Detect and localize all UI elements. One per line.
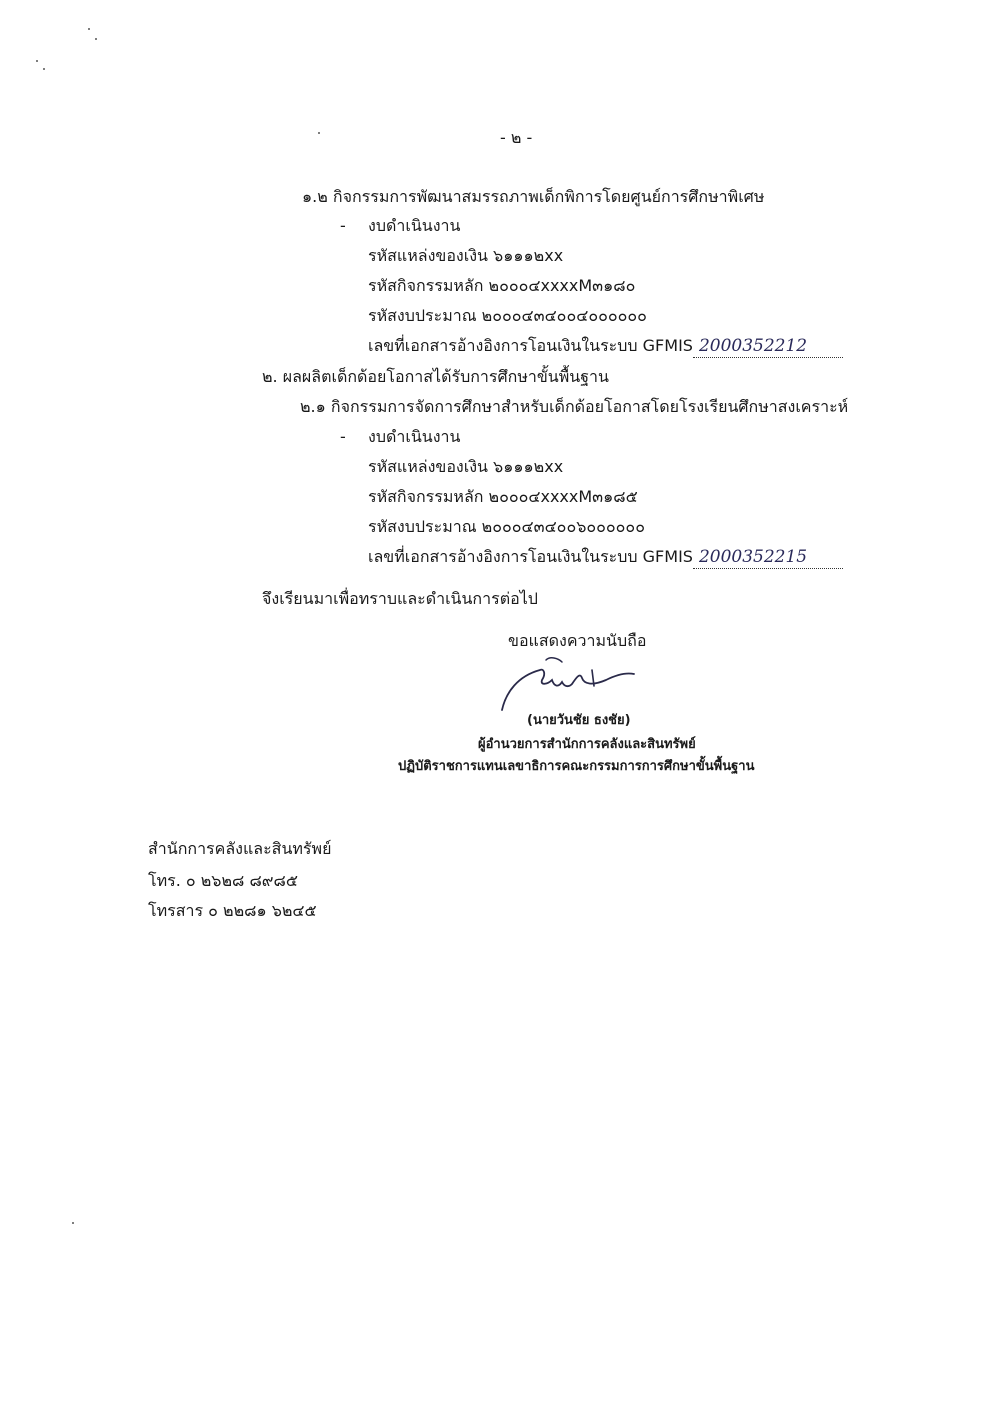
scan-speck [88,28,90,30]
scan-speck [36,60,38,62]
handwritten-signature [496,652,646,712]
gfmis-label: เลขที่เอกสารอ้างอิงการโอนเงินในระบบ GFMIS [368,547,693,566]
gfmis-handwritten-number: 2000352212 [698,336,808,356]
section-2-1-budget-code: รหัสงบประมาณ ๒๐๐๐๔๓๔๐๐๖๐๐๐๐๐๐ [368,517,645,536]
section-1-2-budget-label: งบดำเนินงาน [368,216,461,235]
scan-speck [72,1222,74,1224]
section-2-1-gfmis-line [368,546,843,569]
signatory-acting-title: ปฏิบัติราชการแทนเลขาธิการคณะกรรมการการศึกษาขั้นพื้นฐาน [398,759,755,774]
section-1-2-bullet: - [340,216,346,235]
footer-fax: โทรสาร ๐ ๒๒๘๑ ๖๒๔๕ [148,901,317,920]
scan-speck [43,68,45,70]
footer-office: สำนักการคลังและสินทรัพย์ [148,839,332,858]
scan-speck [95,38,97,40]
gfmis-fill-line [693,546,843,569]
signatory-name: (นายวันชัย ธงชัย) [527,713,631,728]
scan-speck [318,132,320,134]
section-2-1-heading: ๒.๑ กิจกรรมการจัดการศึกษาสำหรับเด็กด้อยโอกาสโดยโรงเรียนศึกษาสงเคราะห์ [300,397,849,416]
section-1-2-budget-code: รหัสงบประมาณ ๒๐๐๐๔๓๔๐๐๔๐๐๐๐๐๐ [368,306,647,325]
section-2-1-fund-code: รหัสแหล่งของเงิน ๖๑๑๑๒xx [368,457,564,476]
section-1-2-fund-code: รหัสแหล่งของเงิน ๖๑๑๑๒xx [368,246,564,265]
footer-phone: โทร. ๐ ๒๖๒๘ ๘๙๘๕ [148,871,298,890]
gfmis-handwritten-number: 2000352215 [698,547,808,567]
signatory-title: ผู้อำนวยการสำนักการคลังและสินทรัพย์ [478,737,696,752]
section-1-2-activity-code: รหัสกิจกรรมหลัก ๒๐๐๐๔xxxxM๓๑๘๐ [368,276,636,295]
page-number: - ๒ - [500,128,533,147]
section-2-1-activity-code: รหัสกิจกรรมหลัก ๒๐๐๐๔xxxxM๓๑๘๕ [368,487,638,506]
section-1-2-gfmis-line [368,335,843,358]
section-2-heading: ๒. ผลผลิตเด็กด้อยโอกาสได้รับการศึกษาขั้นพื้นฐาน [262,367,609,386]
gfmis-fill-line [693,335,843,358]
closing-text: จึงเรียนมาเพื่อทราบและดำเนินการต่อไป [262,589,538,608]
section-2-1-bullet: - [340,427,346,446]
section-2-1-budget-label: งบดำเนินงาน [368,427,461,446]
regards-text: ขอแสดงความนับถือ [508,631,647,650]
section-1-2-heading: ๑.๒ กิจกรรมการพัฒนาสมรรถภาพเด็กพิการโดยศูนย์การศึกษาพิเศษ [302,187,765,206]
gfmis-label: เลขที่เอกสารอ้างอิงการโอนเงินในระบบ GFMIS [368,336,693,355]
